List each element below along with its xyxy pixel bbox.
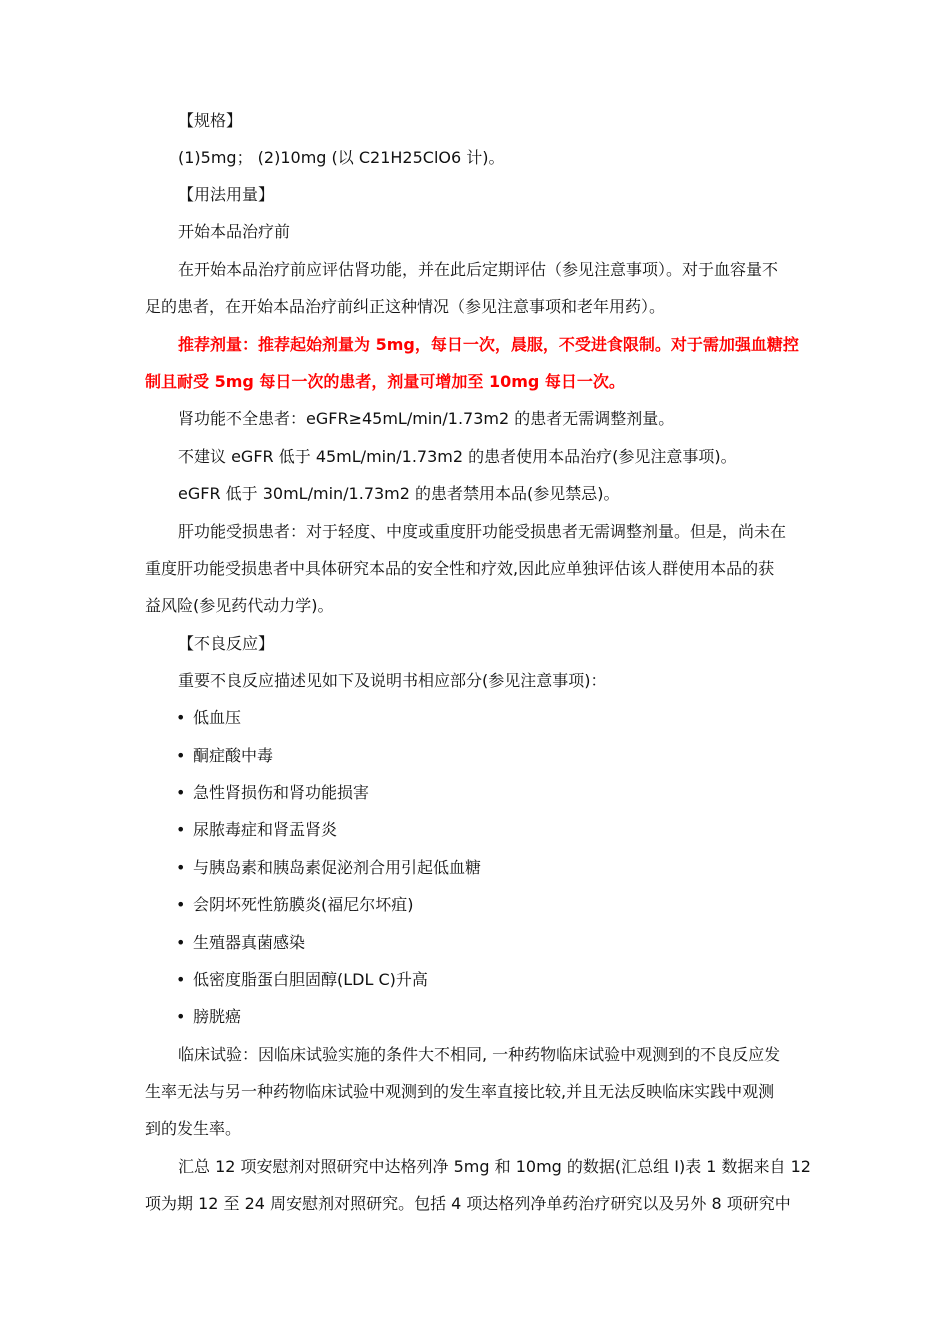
pooled-line-2: 项为期 12 至 24 周安慰剂对照研究。包括 4 项达格列净单药治疗研究以及另外 8 项研究中 xyxy=(145,1194,791,1213)
contraindicated: eGFR 低于 30mL/min/1.73m2 的患者禁用本品(参见禁忌)。 xyxy=(178,484,620,503)
bullet-icon: • xyxy=(176,783,186,802)
adverse-item: 尿脓毒症和肾盂肾炎 xyxy=(193,820,338,839)
adverse-item: 低密度脂蛋白胆固醇(LDL C)升高 xyxy=(193,970,428,989)
not-recommended: 不建议 eGFR 低于 45mL/min/1.73m2 的患者使用本品治疗(参见注意事项)。 xyxy=(178,447,737,466)
pooled-line-1: 汇总 12 项安慰剂对照研究中达格列净 5mg 和 10mg 的数据(汇总组 I)表 1 数据来自 12 xyxy=(178,1157,811,1176)
bullet-icon: • xyxy=(176,895,186,914)
adverse-item: 急性肾损伤和肾功能损害 xyxy=(193,783,370,802)
before-start-heading: 开始本品治疗前 xyxy=(178,222,291,241)
adverse-item: 酮症酸中毒 xyxy=(193,746,274,765)
bullet-icon: • xyxy=(176,708,186,727)
renal-eval-line-2: 足的患者，在开始本品治疗前纠正这种情况（参见注意事项和老年用药）。 xyxy=(145,297,666,316)
adverse-heading: 【不良反应】 xyxy=(178,634,275,653)
adverse-item: 低血压 xyxy=(193,708,242,727)
spec-text: (1)5mg； (2)10mg (以 C21H25ClO6 计)。 xyxy=(178,148,505,167)
bullet-icon: • xyxy=(176,1007,186,1026)
bullet-icon: • xyxy=(176,970,186,989)
renal-eval-line-1: 在开始本品治疗前应评估肾功能，并在此后定期评估（参见注意事项）。对于血容量不 xyxy=(178,260,779,279)
recommended-dose-line-2: 制且耐受 5mg 每日一次的患者，剂量可增加至 10mg 每日一次。 xyxy=(145,372,625,391)
adverse-item: 与胰岛素和胰岛素促泌剂合用引起低血糖 xyxy=(193,858,482,877)
bullet-icon: • xyxy=(176,933,186,952)
hepatic-line-3: 益风险(参见药代动力学)。 xyxy=(145,596,334,615)
adverse-intro: 重要不良反应描述见如下及说明书相应部分(参见注意事项)： xyxy=(178,671,607,690)
bullet-icon: • xyxy=(176,820,186,839)
clinical-trials-line-2: 生率无法与另一种药物临床试验中观测到的发生率直接比较,并且无法反映临床实践中观测 xyxy=(145,1082,775,1101)
recommended-dose-line-1: 推荐剂量：推荐起始剂量为 5mg，每日一次，晨服，不受进食限制。对于需加强血糖控 xyxy=(178,335,799,354)
adverse-item: 生殖器真菌感染 xyxy=(193,933,306,952)
bullet-icon: • xyxy=(176,746,186,765)
hepatic-line-2: 重度肝功能受损患者中具体研究本品的安全性和疗效,因此应单独评估该人群使用本品的获 xyxy=(145,559,775,578)
usage-heading: 【用法用量】 xyxy=(178,185,275,204)
adverse-item: 会阴坏死性筋膜炎(福尼尔坏疽) xyxy=(193,895,414,914)
bullet-icon: • xyxy=(176,858,186,877)
spec-heading: 【规格】 xyxy=(178,111,243,130)
clinical-trials-line-3: 到的发生率。 xyxy=(145,1119,242,1138)
adverse-item: 膀胱癌 xyxy=(193,1007,242,1026)
renal-impairment: 肾功能不全患者：eGFR≥45mL/min/1.73m2 的患者无需调整剂量。 xyxy=(178,409,675,428)
hepatic-line-1: 肝功能受损患者：对于轻度、中度或重度肝功能受损患者无需调整剂量。但是，尚未在 xyxy=(178,522,787,541)
clinical-trials-line-1: 临床试验：因临床试验实施的条件大不相同, 一种药物临床试验中观测到的不良反应发 xyxy=(178,1045,781,1064)
